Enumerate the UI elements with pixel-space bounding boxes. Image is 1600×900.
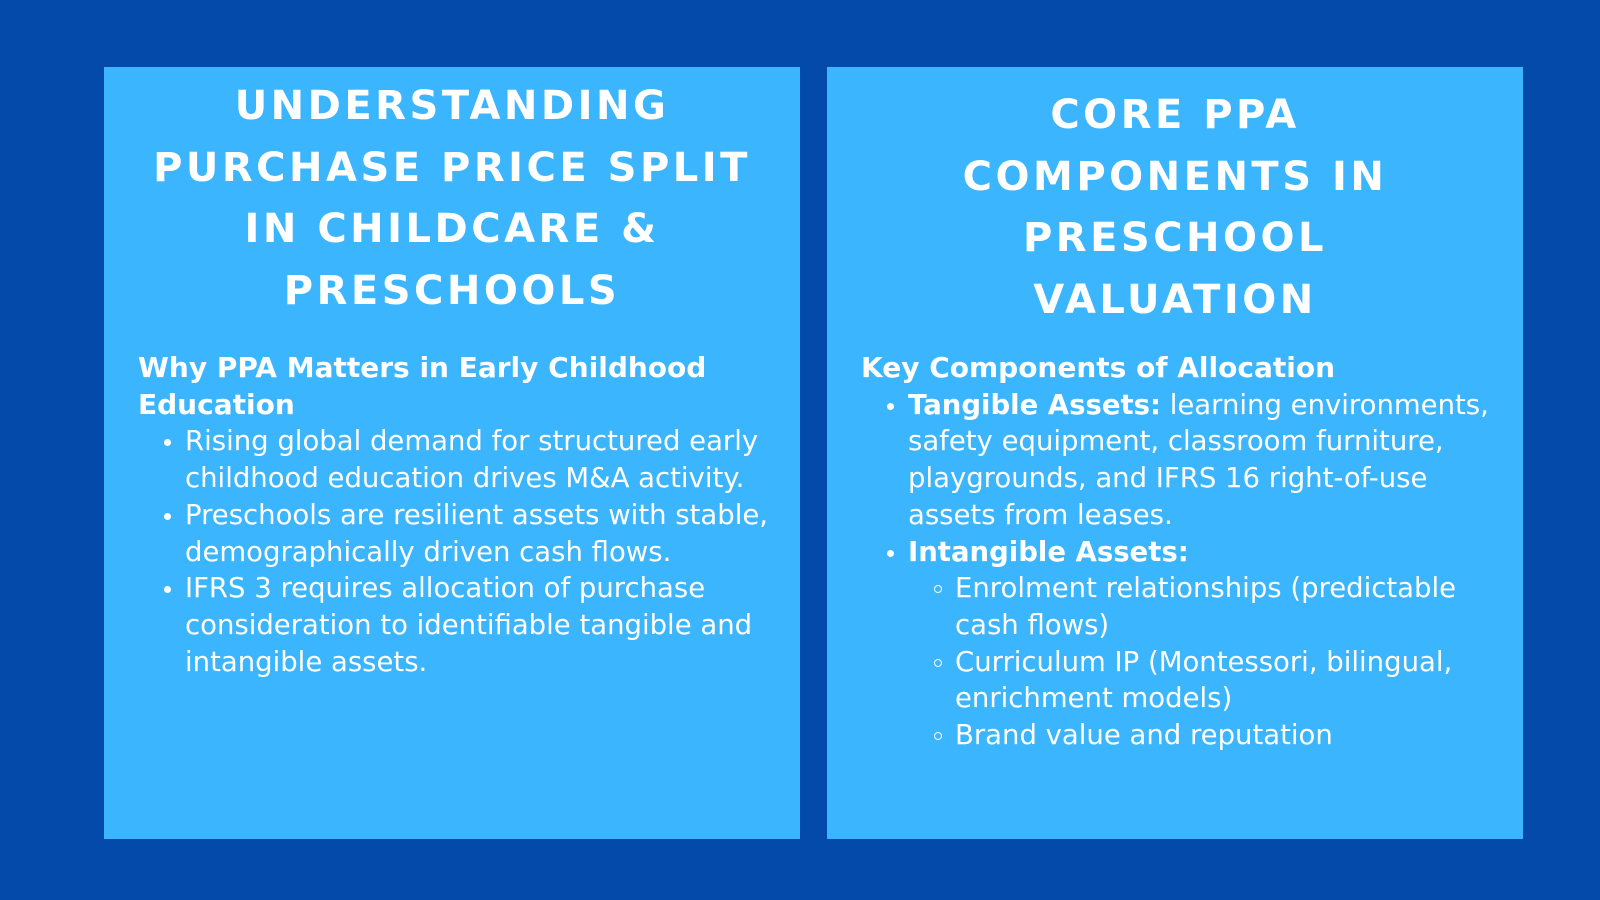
right-bullet-list	[861, 387, 1493, 754]
bullet-item-intangible	[861, 534, 1493, 754]
tangible-assets-label: Tangible Assets:	[908, 388, 1161, 421]
left-bullet-list	[138, 423, 772, 680]
bullet-item-demand: Rising global demand for structured early childhood education drives M&A activity.	[138, 423, 772, 496]
right-section-heading: Key Components of Allocation	[861, 351, 1336, 384]
bullet-item-ifrs3: IFRS 3 requires allocation of purchase consideration to identifiable tangible and intangible assets.	[138, 570, 772, 680]
sub-bullet-curriculum: Curriculum IP (Montessori, bilingual, enrichment models)	[908, 644, 1493, 717]
bullet-item-resilient: Preschools are resilient assets with stable, demographically driven cash flows.	[138, 497, 772, 570]
left-panel-body	[138, 350, 772, 680]
right-panel-body	[861, 350, 1493, 754]
right-panel	[827, 67, 1523, 839]
left-panel-title: UNDERSTANDING PURCHASE PRICE SPLIT IN CHILDCARE & PRESCHOOLS	[153, 83, 751, 314]
sub-bullet-enrolment: Enrolment relationships (predictable cash flows)	[908, 570, 1493, 643]
bullet-item-tangible	[861, 387, 1493, 534]
left-section-heading: Why PPA Matters in Early Childhood Education	[138, 351, 707, 421]
intangible-sub-list	[908, 570, 1493, 754]
tangible-assets-text: learning environments, safety equipment, classroom furniture, playgrounds, and IFRS 16 right-of-use assets from leases.	[908, 388, 1489, 531]
sub-bullet-brand: Brand value and reputation	[908, 717, 1493, 754]
left-panel	[104, 67, 800, 839]
right-panel-title: CORE PPA COMPONENTS IN PRESCHOOL VALUATION	[962, 92, 1388, 323]
intangible-assets-label: Intangible Assets:	[908, 535, 1189, 568]
